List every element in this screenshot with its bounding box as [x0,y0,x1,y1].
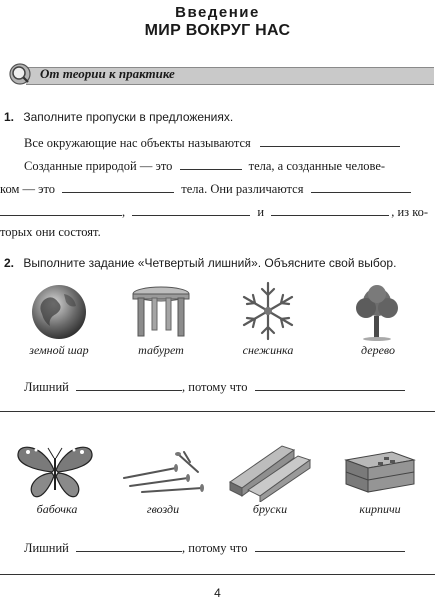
section-intro: Введение [175,4,260,21]
sentence-text: и [257,205,265,219]
caption-bricks: кирпичи [359,502,401,516]
page-title: МИР ВОКРУГ НАС [144,22,291,39]
sentence-text: тела, а созданные челове- [248,159,386,173]
answer-text: , потому что [182,541,248,555]
answer-blank[interactable] [132,203,250,216]
magnifier-icon [8,62,34,88]
snowflake-image [237,280,299,342]
sentence-line-1 [24,134,400,151]
answer-text: Лишний [24,380,69,394]
caption-stool: табурет [138,343,184,357]
task-text: Выполните задание «Четвертый лишний». Объясните свой выбор. [23,256,397,270]
sentence-text: Созданные природой — это [24,159,173,173]
caption-butterfly: бабочка [36,502,78,516]
answer-blank[interactable] [76,378,182,391]
caption-tree: дерево [361,343,395,357]
sentence-line-2 [24,157,385,174]
sentence-line-5 [0,225,101,240]
banner-label: От теории к практике [40,66,175,81]
wooden-bars-image [226,440,314,502]
answer-blank[interactable] [180,157,242,170]
sentence-text: , [122,205,126,219]
globe-image [24,282,94,342]
tree-image [352,284,402,342]
task-number: 2. [4,256,15,270]
answer-blank[interactable] [311,180,411,193]
caption-nails: гвозди [146,502,180,516]
answer-line-1 [24,378,405,395]
answer-text: Лишний [24,541,69,555]
answer-blank[interactable] [0,203,122,216]
stool-image [130,284,192,342]
answer-rule[interactable] [0,574,435,575]
task-number: 1. [4,110,15,124]
answer-blank[interactable] [271,203,389,216]
answer-rule[interactable] [0,411,435,412]
answer-blank[interactable] [76,539,182,552]
butterfly-image [14,440,96,502]
caption-globe: земной шар [29,343,89,357]
task-1-prompt [4,110,233,124]
task-2-prompt [4,256,396,270]
sentence-text: ком — это [0,182,56,196]
sentence-text: торых они состоят. [0,225,101,239]
sentence-line-3 [0,180,411,197]
answer-text: , потому что [182,380,248,394]
sentence-line-4 [0,203,428,220]
answer-blank[interactable] [62,180,174,193]
answer-blank[interactable] [255,378,405,391]
answer-blank[interactable] [260,134,400,147]
caption-wooden-bars: бруски [252,502,288,516]
bricks-image [340,446,418,498]
sentence-text: Все окружающие нас объекты называются [24,136,251,150]
nails-image [118,448,208,498]
sentence-text: , из ко- [391,205,429,219]
answer-line-2 [24,539,405,556]
caption-snowflake: снежинка [242,343,294,357]
answer-blank[interactable] [255,539,405,552]
page-number: 4 [214,586,221,600]
sentence-text: тела. Они различаются [181,182,304,196]
task-text: Заполните пропуски в предложениях. [23,110,234,124]
section-banner [8,62,434,88]
